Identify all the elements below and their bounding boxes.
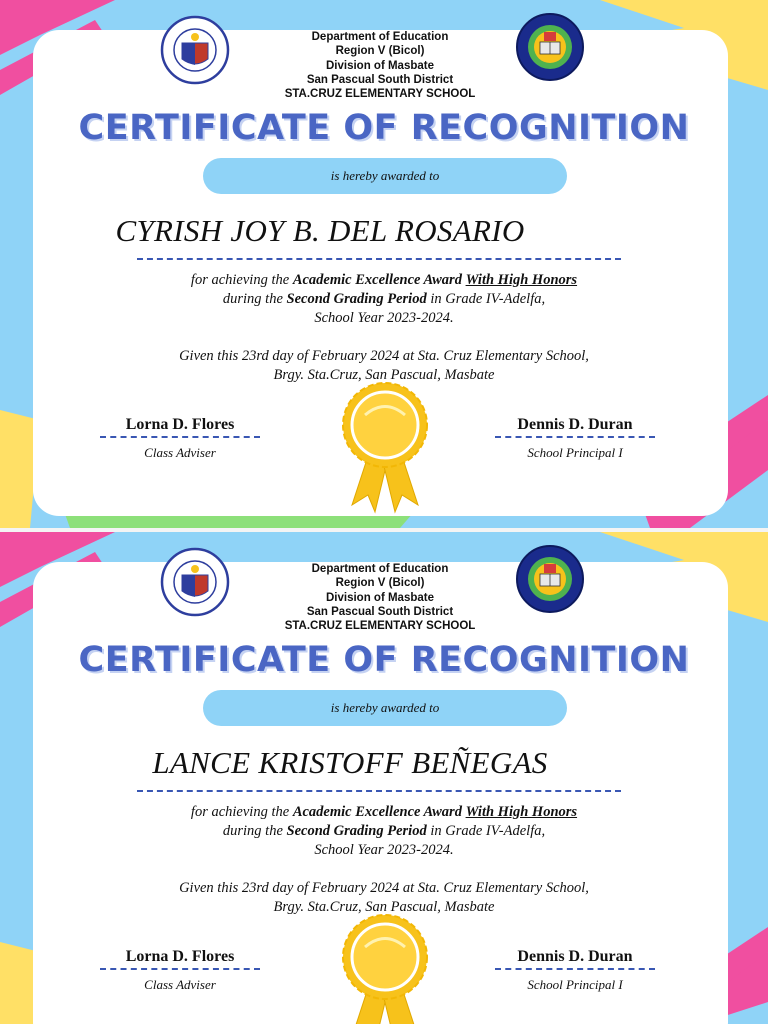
name-underline [137, 258, 621, 260]
award-name: Academic Excellence Award [292, 804, 462, 820]
header-line-district: San Pascual South District [306, 73, 454, 86]
body-text: in Grade IV-Adelfa, [426, 823, 546, 839]
given-line-1: Given this 23rd day of February 2024 at Sta. Cruz Elementary School, [179, 348, 589, 364]
signatory-name: Dennis D. Duran [517, 948, 633, 965]
signatory-adviser [95, 948, 265, 993]
honor-level: With High Honors [465, 804, 578, 820]
header-line-region: Region V (Bicol) [335, 577, 425, 590]
signatory-name: Lorna D. Flores [125, 948, 235, 965]
header-line-school: STA.CRUZ ELEMENTARY SCHOOL [284, 620, 476, 633]
award-ribbon-icon [330, 912, 440, 1024]
deped-seal-icon [160, 15, 230, 85]
grading-period: Second Grading Period [286, 291, 427, 307]
signatory-principal [490, 948, 660, 993]
header-line-school: STA.CRUZ ELEMENTARY SCHOOL [284, 88, 476, 101]
recipient-name: LANCE KRISTOFF BEÑEGAS [152, 745, 548, 780]
body-text: during the [222, 823, 287, 839]
grading-period: Second Grading Period [286, 823, 427, 839]
awarded-to-banner: is hereby awarded to [203, 690, 567, 726]
body-text: in Grade IV-Adelfa, [426, 291, 546, 307]
certificate-title: CERTIFICATE OF RECOGNITION [78, 108, 690, 148]
signatory-role: School Principal I [527, 445, 623, 460]
awarded-to-banner: is hereby awarded to [203, 158, 567, 194]
signature-line [495, 968, 655, 970]
signature-line [100, 436, 260, 438]
award-name: Academic Excellence Award [292, 272, 462, 288]
signature-line [495, 436, 655, 438]
signatory-role: School Principal I [527, 977, 623, 992]
certificate-title: CERTIFICATE OF RECOGNITION [78, 640, 690, 680]
signature-line [100, 968, 260, 970]
signatory-adviser [95, 416, 265, 461]
certificate-2 [0, 532, 768, 1024]
header-line-district: San Pascual South District [306, 605, 454, 618]
given-line-1: Given this 23rd day of February 2024 at Sta. Cruz Elementary School, [179, 880, 589, 896]
school-year: School Year 2023-2024. [314, 310, 454, 326]
signatory-principal [490, 416, 660, 461]
header-line-region: Region V (Bicol) [335, 45, 425, 58]
header-line-department: Department of Education [311, 563, 449, 575]
name-underline [137, 790, 621, 792]
school-year: School Year 2023-2024. [314, 842, 454, 858]
body-text: for achieving the [190, 804, 293, 820]
body-text: during the [222, 291, 287, 307]
header-line-division: Division of Masbate [326, 591, 434, 604]
signatory-role: Class Adviser [144, 445, 216, 460]
header-line-department: Department of Education [311, 31, 449, 43]
signatory-name: Dennis D. Duran [517, 416, 633, 433]
given-line-2: Brgy. Sta.Cruz, San Pascual, Masbate [273, 899, 495, 915]
school-header [230, 562, 530, 633]
given-line-2: Brgy. Sta.Cruz, San Pascual, Masbate [273, 367, 495, 383]
deped-seal-icon [160, 547, 230, 617]
body-text: for achieving the [190, 272, 293, 288]
header-line-division: Division of Masbate [326, 59, 434, 72]
recipient-name: CYRISH JOY B. DEL ROSARIO [115, 213, 525, 248]
award-description [60, 271, 708, 328]
award-ribbon-icon [330, 380, 440, 515]
school-header [230, 30, 530, 101]
award-description [60, 803, 708, 860]
signatory-name: Lorna D. Flores [125, 416, 235, 433]
honor-level: With High Honors [465, 272, 578, 288]
signatory-role: Class Adviser [144, 977, 216, 992]
